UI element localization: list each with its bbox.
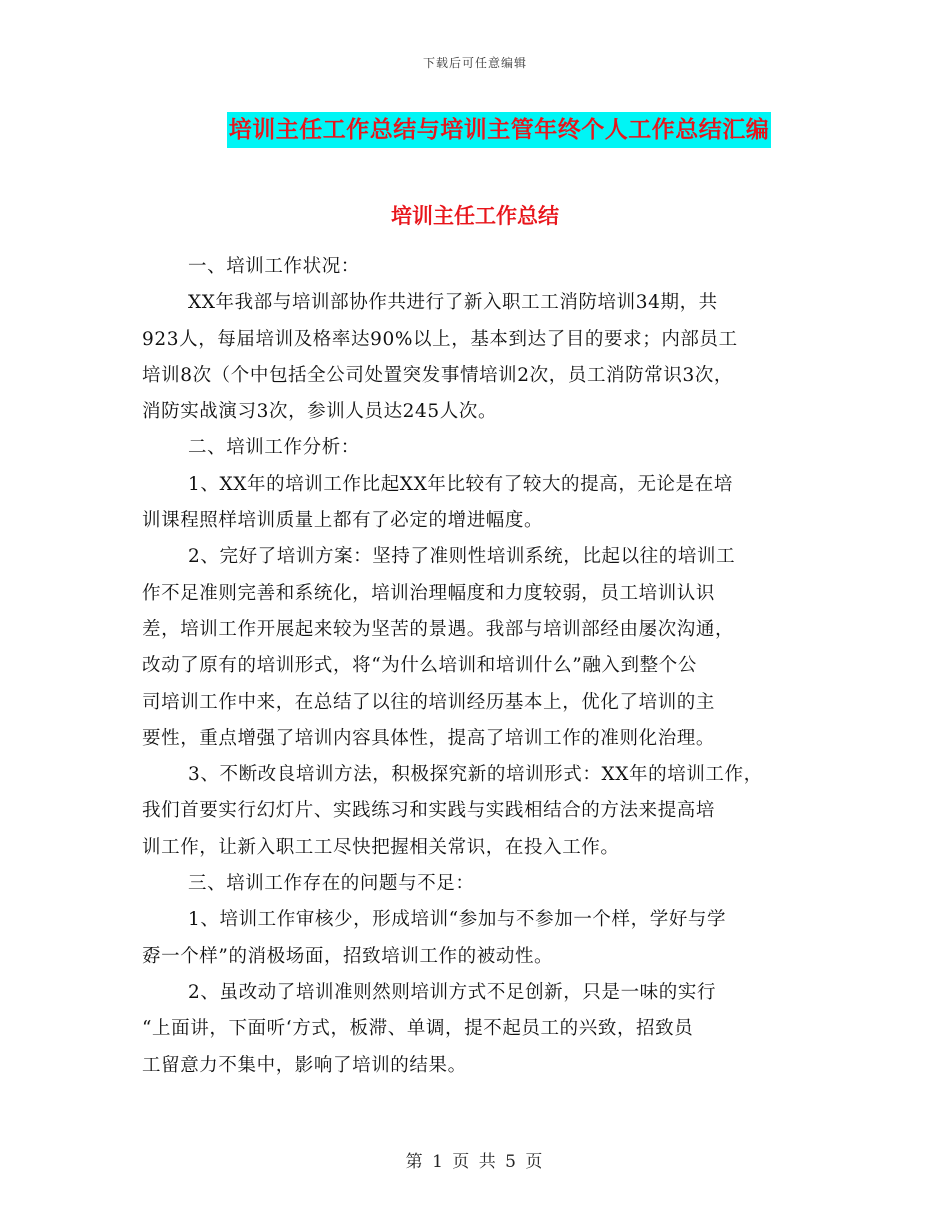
heading-analysis: 二、培训工作分析： — [188, 437, 360, 459]
paragraph-line: 训工作，让新入职工工尽快把握相关常识，在投入工作。 — [142, 836, 620, 858]
body-text — [142, 249, 824, 1084]
main-title: 培训主任工作总结与培训主管年终个人工作总结汇编 — [227, 112, 772, 148]
page-number: 第 1 页 共 5 页 — [405, 1152, 545, 1172]
paragraph-line: XX年我部与培训部协作共进行了新入职工工消防培训34期，共 — [188, 292, 718, 314]
paragraph-line: 2、完好了培训方案：坚持了准则性培训系统，比起以往的培训工 — [188, 546, 736, 568]
section-title: 培训主任工作总结 — [391, 203, 559, 228]
paragraph-line: “上面讲，下面听‘方式，板滞、单调，提不起员工的兴致，招致员 — [142, 1018, 694, 1040]
paragraph-line: 孬一个样”的消极场面，招致培训工作的被动性。 — [142, 945, 554, 967]
paragraph-line: 作不足准则完善和系统化，培训治理幅度和力度较弱，员工培训认识 — [142, 582, 716, 604]
paragraph-line: 工留意力不集中，影响了培训的结果。 — [142, 1054, 467, 1076]
paragraph-line: 我们首要实行幻灯片、实践练习和实践与实践相结合的方法来提高培 — [142, 800, 716, 822]
paragraph-line: 要性，重点增强了培训内容具体性，提高了培训工作的准则化治理。 — [142, 727, 716, 749]
page-header-note: 下载后可任意编辑 — [422, 56, 527, 70]
heading-problems: 三、培训工作存在的问题与不足： — [188, 873, 475, 895]
paragraph-line: 司培训工作中来，在总结了以往的培训经历基本上，优化了培训的主 — [142, 691, 716, 713]
paragraph-line: 2、虽改动了培训准则然则培训方式不足创新，只是一味的实行 — [188, 981, 717, 1003]
paragraph-line: 培训8次（个中包括全公司处置突发事情培训2次，员工消防常识3次， — [142, 364, 734, 386]
main-title-container — [0, 112, 950, 148]
paragraph-line: 1、XX年的培训工作比起XX年比较有了较大的提高，无论是在培 — [188, 473, 733, 495]
paragraph-line: 1、培训工作审核少，形成培训“参加与不参加一个样，学好与学 — [188, 909, 727, 931]
paragraph-line: 3、不断改良培训方法，积极探究新的培训形式：XX年的培训工作， — [188, 764, 763, 786]
paragraph-line: 训课程照样培训质量上都有了必定的增进幅度。 — [142, 510, 544, 532]
paragraph-line: 923人，每届培训及格率达90%以上，基本到达了目的要求；内部员工 — [142, 328, 738, 350]
heading-situation: 一、培训工作状况： — [188, 256, 360, 277]
paragraph-line: 消防实战演习3次，参训人员达245人次。 — [142, 401, 498, 423]
paragraph-line: 改动了原有的培训形式，将“为什么培训和培训什么”融入到整个公 — [142, 655, 697, 677]
paragraph-line: 差，培训工作开展起来较为坚苦的景遇。我部与培训部经由屡次沟通， — [142, 618, 735, 640]
